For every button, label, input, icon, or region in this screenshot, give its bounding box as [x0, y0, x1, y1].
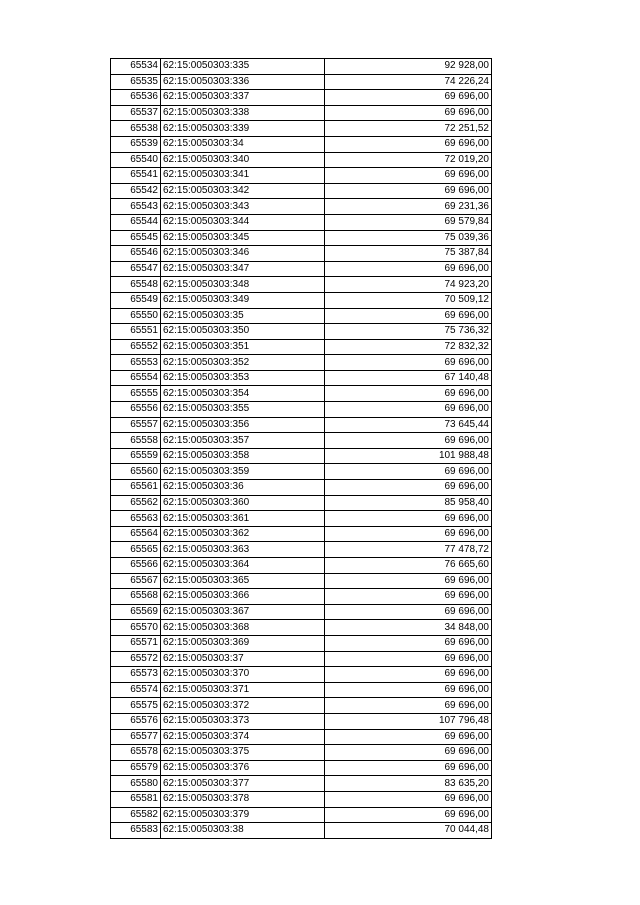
cadastral-value-cell: 69 696,00 — [325, 651, 492, 667]
cadastral-number-cell: 62:15:0050303:345 — [161, 230, 325, 246]
cadastral-number-cell: 62:15:0050303:358 — [161, 448, 325, 464]
row-number-cell: 65541 — [111, 168, 161, 184]
cadastral-value-cell: 69 696,00 — [325, 183, 492, 199]
table-row — [111, 526, 492, 542]
cadastral-value-cell: 69 696,00 — [325, 667, 492, 683]
cadastral-number-cell: 62:15:0050303:343 — [161, 199, 325, 215]
row-number-cell: 65534 — [111, 59, 161, 75]
cadastral-value-cell: 69 696,00 — [325, 682, 492, 698]
table-row — [111, 448, 492, 464]
table-row — [111, 90, 492, 106]
table-row — [111, 292, 492, 308]
table-row — [111, 121, 492, 137]
cadastral-value-cell: 74 923,20 — [325, 277, 492, 293]
row-number-cell: 65563 — [111, 511, 161, 527]
cadastral-value-cell: 69 696,00 — [325, 261, 492, 277]
row-number-cell: 65557 — [111, 417, 161, 433]
cadastral-value-table — [110, 58, 492, 839]
table-row — [111, 651, 492, 667]
table-row — [111, 620, 492, 636]
row-number-cell: 65556 — [111, 402, 161, 418]
cadastral-number-cell: 62:15:0050303:350 — [161, 324, 325, 340]
cadastral-number-cell: 62:15:0050303:342 — [161, 183, 325, 199]
cadastral-value-cell: 69 696,00 — [325, 386, 492, 402]
cadastral-value-cell: 69 696,00 — [325, 635, 492, 651]
table-row — [111, 324, 492, 340]
cadastral-value-cell: 69 696,00 — [325, 745, 492, 761]
table-row — [111, 168, 492, 184]
cadastral-value-cell: 69 696,00 — [325, 168, 492, 184]
row-number-cell: 65539 — [111, 136, 161, 152]
cadastral-number-cell: 62:15:0050303:372 — [161, 698, 325, 714]
row-number-cell: 65549 — [111, 292, 161, 308]
table-row — [111, 558, 492, 574]
row-number-cell: 65564 — [111, 526, 161, 542]
row-number-cell: 65551 — [111, 324, 161, 340]
table-row — [111, 667, 492, 683]
row-number-cell: 65582 — [111, 807, 161, 823]
cadastral-number-cell: 62:15:0050303:366 — [161, 589, 325, 605]
row-number-cell: 65537 — [111, 105, 161, 121]
cadastral-value-cell: 69 696,00 — [325, 729, 492, 745]
row-number-cell: 65561 — [111, 480, 161, 496]
row-number-cell: 65552 — [111, 339, 161, 355]
table-row — [111, 589, 492, 605]
table-row — [111, 729, 492, 745]
row-number-cell: 65545 — [111, 230, 161, 246]
row-number-cell: 65572 — [111, 651, 161, 667]
row-number-cell: 65547 — [111, 261, 161, 277]
cadastral-number-cell: 62:15:0050303:368 — [161, 620, 325, 636]
cadastral-number-cell: 62:15:0050303:347 — [161, 261, 325, 277]
cadastral-value-cell: 69 696,00 — [325, 433, 492, 449]
row-number-cell: 65543 — [111, 199, 161, 215]
cadastral-number-cell: 62:15:0050303:357 — [161, 433, 325, 449]
table-row — [111, 745, 492, 761]
table-row — [111, 105, 492, 121]
cadastral-value-cell: 70 044,48 — [325, 823, 492, 839]
table-row — [111, 59, 492, 75]
row-number-cell: 65578 — [111, 745, 161, 761]
row-number-cell: 65544 — [111, 214, 161, 230]
table-row — [111, 823, 492, 839]
cadastral-number-cell: 62:15:0050303:356 — [161, 417, 325, 433]
cadastral-value-cell: 69 696,00 — [325, 589, 492, 605]
row-number-cell: 65536 — [111, 90, 161, 106]
row-number-cell: 65576 — [111, 713, 161, 729]
row-number-cell: 65548 — [111, 277, 161, 293]
table-row — [111, 713, 492, 729]
row-number-cell: 65546 — [111, 246, 161, 262]
table-row — [111, 573, 492, 589]
cadastral-number-cell: 62:15:0050303:371 — [161, 682, 325, 698]
cadastral-value-cell: 67 140,48 — [325, 370, 492, 386]
cadastral-number-cell: 62:15:0050303:38 — [161, 823, 325, 839]
row-number-cell: 65581 — [111, 791, 161, 807]
table-row — [111, 199, 492, 215]
table-row — [111, 214, 492, 230]
table-row — [111, 604, 492, 620]
row-number-cell: 65568 — [111, 589, 161, 605]
cadastral-value-cell: 69 231,36 — [325, 199, 492, 215]
cadastral-number-cell: 62:15:0050303:376 — [161, 760, 325, 776]
cadastral-value-cell: 69 696,00 — [325, 573, 492, 589]
cadastral-number-cell: 62:15:0050303:37 — [161, 651, 325, 667]
cadastral-value-cell: 69 696,00 — [325, 308, 492, 324]
cadastral-value-cell: 69 696,00 — [325, 355, 492, 371]
cadastral-number-cell: 62:15:0050303:35 — [161, 308, 325, 324]
cadastral-value-cell: 72 019,20 — [325, 152, 492, 168]
row-number-cell: 65580 — [111, 776, 161, 792]
table-row — [111, 370, 492, 386]
cadastral-value-cell: 69 696,00 — [325, 698, 492, 714]
cadastral-value-cell: 69 696,00 — [325, 464, 492, 480]
cadastral-number-cell: 62:15:0050303:365 — [161, 573, 325, 589]
row-number-cell: 65542 — [111, 183, 161, 199]
cadastral-value-cell: 74 226,24 — [325, 74, 492, 90]
cadastral-value-cell: 75 039,36 — [325, 230, 492, 246]
row-number-cell: 65579 — [111, 760, 161, 776]
cadastral-value-cell: 92 928,00 — [325, 59, 492, 75]
cadastral-value-cell: 69 696,00 — [325, 480, 492, 496]
cadastral-number-cell: 62:15:0050303:351 — [161, 339, 325, 355]
cadastral-value-cell: 69 696,00 — [325, 760, 492, 776]
cadastral-number-cell: 62:15:0050303:360 — [161, 495, 325, 511]
cadastral-value-cell: 75 736,32 — [325, 324, 492, 340]
table-row — [111, 698, 492, 714]
cadastral-number-cell: 62:15:0050303:339 — [161, 121, 325, 137]
cadastral-value-cell: 72 832,32 — [325, 339, 492, 355]
table-row — [111, 355, 492, 371]
table-row — [111, 791, 492, 807]
cadastral-value-cell: 34 848,00 — [325, 620, 492, 636]
cadastral-number-cell: 62:15:0050303:374 — [161, 729, 325, 745]
table-row — [111, 511, 492, 527]
cadastral-number-cell: 62:15:0050303:362 — [161, 526, 325, 542]
table-body — [111, 59, 492, 839]
table-row — [111, 495, 492, 511]
cadastral-number-cell: 62:15:0050303:354 — [161, 386, 325, 402]
cadastral-number-cell: 62:15:0050303:338 — [161, 105, 325, 121]
cadastral-value-cell: 73 645,44 — [325, 417, 492, 433]
row-number-cell: 65554 — [111, 370, 161, 386]
row-number-cell: 65538 — [111, 121, 161, 137]
row-number-cell: 65562 — [111, 495, 161, 511]
table-row — [111, 776, 492, 792]
cadastral-value-cell: 69 696,00 — [325, 604, 492, 620]
cadastral-number-cell: 62:15:0050303:340 — [161, 152, 325, 168]
cadastral-number-cell: 62:15:0050303:352 — [161, 355, 325, 371]
row-number-cell: 65560 — [111, 464, 161, 480]
cadastral-value-cell: 69 696,00 — [325, 90, 492, 106]
cadastral-value-cell: 76 665,60 — [325, 558, 492, 574]
row-number-cell: 65573 — [111, 667, 161, 683]
table-row — [111, 464, 492, 480]
table-row — [111, 433, 492, 449]
row-number-cell: 65535 — [111, 74, 161, 90]
cadastral-value-cell: 72 251,52 — [325, 121, 492, 137]
cadastral-number-cell: 62:15:0050303:341 — [161, 168, 325, 184]
cadastral-number-cell: 62:15:0050303:348 — [161, 277, 325, 293]
row-number-cell: 65569 — [111, 604, 161, 620]
cadastral-number-cell: 62:15:0050303:378 — [161, 791, 325, 807]
row-number-cell: 65577 — [111, 729, 161, 745]
cadastral-number-cell: 62:15:0050303:369 — [161, 635, 325, 651]
cadastral-number-cell: 62:15:0050303:36 — [161, 480, 325, 496]
cadastral-number-cell: 62:15:0050303:359 — [161, 464, 325, 480]
cadastral-value-cell: 69 696,00 — [325, 136, 492, 152]
cadastral-value-cell: 69 696,00 — [325, 791, 492, 807]
table-row — [111, 183, 492, 199]
table-row — [111, 386, 492, 402]
row-number-cell: 65570 — [111, 620, 161, 636]
cadastral-value-cell: 77 478,72 — [325, 542, 492, 558]
row-number-cell: 65566 — [111, 558, 161, 574]
cadastral-number-cell: 62:15:0050303:336 — [161, 74, 325, 90]
row-number-cell: 65567 — [111, 573, 161, 589]
cadastral-number-cell: 62:15:0050303:361 — [161, 511, 325, 527]
table-row — [111, 682, 492, 698]
table-row — [111, 339, 492, 355]
cadastral-value-cell: 69 579,84 — [325, 214, 492, 230]
cadastral-number-cell: 62:15:0050303:337 — [161, 90, 325, 106]
table-row — [111, 402, 492, 418]
cadastral-number-cell: 62:15:0050303:346 — [161, 246, 325, 262]
cadastral-value-cell: 70 509,12 — [325, 292, 492, 308]
table-row — [111, 807, 492, 823]
row-number-cell: 65540 — [111, 152, 161, 168]
cadastral-number-cell: 62:15:0050303:375 — [161, 745, 325, 761]
row-number-cell: 65558 — [111, 433, 161, 449]
table-row — [111, 261, 492, 277]
row-number-cell: 65583 — [111, 823, 161, 839]
cadastral-value-cell: 69 696,00 — [325, 511, 492, 527]
cadastral-number-cell: 62:15:0050303:344 — [161, 214, 325, 230]
cadastral-number-cell: 62:15:0050303:353 — [161, 370, 325, 386]
cadastral-number-cell: 62:15:0050303:363 — [161, 542, 325, 558]
row-number-cell: 65559 — [111, 448, 161, 464]
cadastral-number-cell: 62:15:0050303:370 — [161, 667, 325, 683]
table-row — [111, 635, 492, 651]
cadastral-number-cell: 62:15:0050303:379 — [161, 807, 325, 823]
table-row — [111, 136, 492, 152]
cadastral-value-cell: 75 387,84 — [325, 246, 492, 262]
cadastral-number-cell: 62:15:0050303:373 — [161, 713, 325, 729]
row-number-cell: 65565 — [111, 542, 161, 558]
cadastral-number-cell: 62:15:0050303:335 — [161, 59, 325, 75]
cadastral-value-cell: 85 958,40 — [325, 495, 492, 511]
cadastral-value-cell: 69 696,00 — [325, 402, 492, 418]
table-row — [111, 760, 492, 776]
table-row — [111, 152, 492, 168]
row-number-cell: 65574 — [111, 682, 161, 698]
row-number-cell: 65553 — [111, 355, 161, 371]
cadastral-number-cell: 62:15:0050303:355 — [161, 402, 325, 418]
table-row — [111, 480, 492, 496]
table-row — [111, 74, 492, 90]
cadastral-value-cell: 69 696,00 — [325, 807, 492, 823]
cadastral-value-cell: 69 696,00 — [325, 105, 492, 121]
cadastral-number-cell: 62:15:0050303:349 — [161, 292, 325, 308]
table-row — [111, 542, 492, 558]
row-number-cell: 65550 — [111, 308, 161, 324]
table-row — [111, 277, 492, 293]
row-number-cell: 65571 — [111, 635, 161, 651]
table-row — [111, 230, 492, 246]
cadastral-number-cell: 62:15:0050303:34 — [161, 136, 325, 152]
cadastral-number-cell: 62:15:0050303:364 — [161, 558, 325, 574]
cadastral-value-cell: 101 988,48 — [325, 448, 492, 464]
cadastral-value-cell: 83 635,20 — [325, 776, 492, 792]
cadastral-value-cell: 107 796,48 — [325, 713, 492, 729]
table-row — [111, 308, 492, 324]
cadastral-number-cell: 62:15:0050303:367 — [161, 604, 325, 620]
cadastral-number-cell: 62:15:0050303:377 — [161, 776, 325, 792]
row-number-cell: 65575 — [111, 698, 161, 714]
cadastral-value-cell: 69 696,00 — [325, 526, 492, 542]
table-row — [111, 246, 492, 262]
table-row — [111, 417, 492, 433]
row-number-cell: 65555 — [111, 386, 161, 402]
